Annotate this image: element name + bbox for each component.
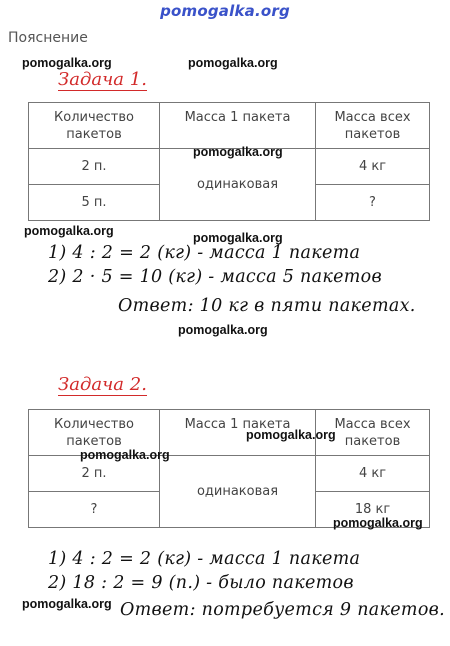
- header-mass-all: Масса всех пакетов: [316, 410, 430, 456]
- cell-mass-all: ?: [316, 185, 430, 221]
- task-1-title: Задача 1.: [58, 69, 147, 90]
- watermark: pomogalka.org: [178, 323, 268, 337]
- header-mass-one: Масса 1 пакета: [160, 410, 316, 456]
- header-mass-all: Масса всех пакетов: [316, 103, 430, 149]
- task-2-table: [28, 409, 430, 528]
- watermark: pomogalka.org: [80, 448, 170, 462]
- watermark: pomogalka.org: [193, 231, 283, 245]
- watermark: pomogalka.org: [22, 56, 112, 70]
- task-1-step-1: 1) 4 : 2 = 2 (кг) - масса 1 пакета: [48, 243, 361, 263]
- watermark: pomogalka.org: [193, 145, 283, 159]
- site-header: pomogalka.org: [160, 2, 290, 20]
- watermark: pomogalka.org: [188, 56, 278, 70]
- cell-mass-all: 4 кг: [316, 456, 430, 492]
- task-2-title: Задача 2.: [58, 374, 147, 395]
- task-1-answer: Ответ: 10 кг в пяти пакетах.: [118, 296, 416, 316]
- watermark: pomogalka.org: [246, 428, 336, 442]
- cell-mass-all: 4 кг: [316, 149, 430, 185]
- header-quantity: Количество пакетов: [29, 103, 160, 149]
- cell-quantity: 2 п.: [29, 149, 160, 185]
- cell-quantity: ?: [29, 492, 160, 528]
- watermark: pomogalka.org: [22, 597, 112, 611]
- task-1-table: [28, 102, 430, 221]
- cell-quantity: 5 п.: [29, 185, 160, 221]
- cell-mass-one: одинаковая: [160, 456, 316, 528]
- task-2-answer: Ответ: потребуется 9 пакетов.: [120, 600, 446, 620]
- table-header-row: [29, 103, 430, 149]
- task-1-step-2: 2) 2 · 5 = 10 (кг) - масса 5 пакетов: [48, 267, 382, 287]
- cell-mass-all: 18 кг: [316, 492, 430, 528]
- header-mass-one: Масса 1 пакета: [160, 103, 316, 149]
- cell-quantity: 2 п.: [29, 456, 160, 492]
- watermark: pomogalka.org: [333, 516, 423, 530]
- watermark: pomogalka.org: [24, 224, 114, 238]
- section-heading: Пояснение: [8, 30, 88, 46]
- task-2-step-2: 2) 18 : 2 = 9 (п.) - было пакетов: [48, 573, 354, 593]
- cell-mass-one: одинаковая: [160, 149, 316, 221]
- task-2-step-1: 1) 4 : 2 = 2 (кг) - масса 1 пакета: [48, 549, 361, 569]
- header-quantity: Количество пакетов: [29, 410, 160, 456]
